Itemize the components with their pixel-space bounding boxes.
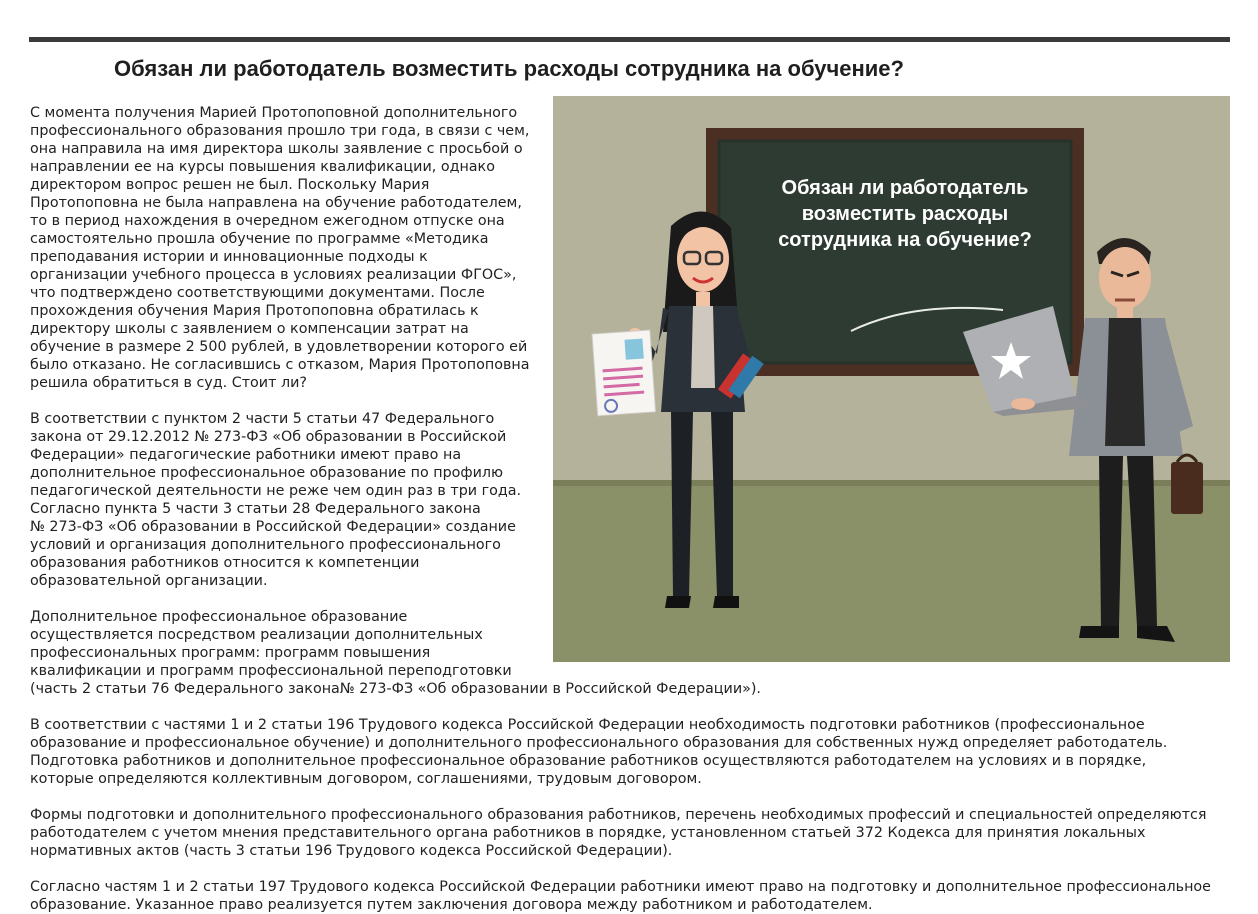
top-rule — [29, 37, 1230, 42]
illustration — [553, 96, 1230, 662]
resume-paper — [592, 330, 656, 416]
floor — [553, 482, 1230, 662]
paragraph-1: С момента получения Марией Протопоповной дополнительного профессионального образования прошло три года, в связи с чем, она направила на имя директора школы заявление с просьбой о направлении ее на курсы повышения квалификации, однако директором вопрос решен не был. Поскольку Мария Протопоповна не была направлена на обучение работодателем, то в период нахождения в очередном ежегодном отпуске она самостоятельно прошла обучение по программе «Методика преподавания истории и инновационные подходы к организации учебного процесса в условиях реализации ФГОС», что подтверждено соответствующими документами. После прохождения обучения Мария Протопоповна обратилась к директору школы с заявлением о компенсации затрат на обучение в размере 2 500 рублей, в удовлетворении которого ей было отказано. Не согласившись с отказом, Мария Протопоповна решила обратиться в суд. Стоит ли? — [30, 105, 530, 391]
paragraph-6: Согласно частям 1 и 2 статьи 197 Трудового кодекса Российской Федерации работники имеют право на подготовку и дополнительное профессиональное образование. Указанное право реализуется путем заключения договора между работником и работодателем. — [30, 879, 1211, 913]
board-line-2: возместить расходы — [801, 203, 1009, 225]
board-line-1: Обязан ли работодатель — [781, 177, 1029, 199]
board-line-3: сотрудника на обучение? — [778, 229, 1032, 251]
paragraph-2: В соответствии с пунктом 2 части 5 статьи 47 Федерального закона от 29.12.2012 № 273-ФЗ «Об образовании в Российской Федерации» педагогические работники имеют право на дополнительное профессиональное образование по профилю педагогической деятельности не реже чем один раз в три года. Согласно пункта 5 части 3 статьи 28 Федерального закона № 273-ФЗ «Об образовании в Российской Федерации» создание условий и организация дополнительного профессионального образования работников относится к компетенции образовательной организации. — [30, 411, 522, 589]
paragraph-5: Формы подготовки и дополнительного профессионального образования работников, перечень необходимых профессий и специальностей определяются работодателем с учетом мнения представительного органа работников в порядке, установленном статьей 372 Кодекса для принятия локальных нормативных актов (часть 3 статьи 196 Трудового кодекса Российской Федерации). — [30, 807, 1207, 859]
article-title: Обязан ли работодатель возместить расходы сотрудника на обучение? — [114, 56, 904, 81]
paragraph-3: Дополнительное профессиональное образование осуществляется посредством реализации дополнительных профессиональных программ: программ повышения квалификации и программ профессиональной переподготовки (часть 2 статьи 76 Федерального закона№ 273-ФЗ «Об образовании в Российской Федерации»). — [30, 609, 761, 697]
paragraph-4: В соответствии с частями 1 и 2 статьи 196 Трудового кодекса Российской Федерации необходимость подготовки работников (профессиональное образование и профессиональное обучение) и дополнительного профессионального образования для собственных нужд определяет работодатель. Подготовка работников и дополнительное профессиональное образование работников осуществляются работодателем на условиях и в порядке, которые определяются коллективным договором, соглашениями, трудовым договором. — [30, 717, 1168, 787]
